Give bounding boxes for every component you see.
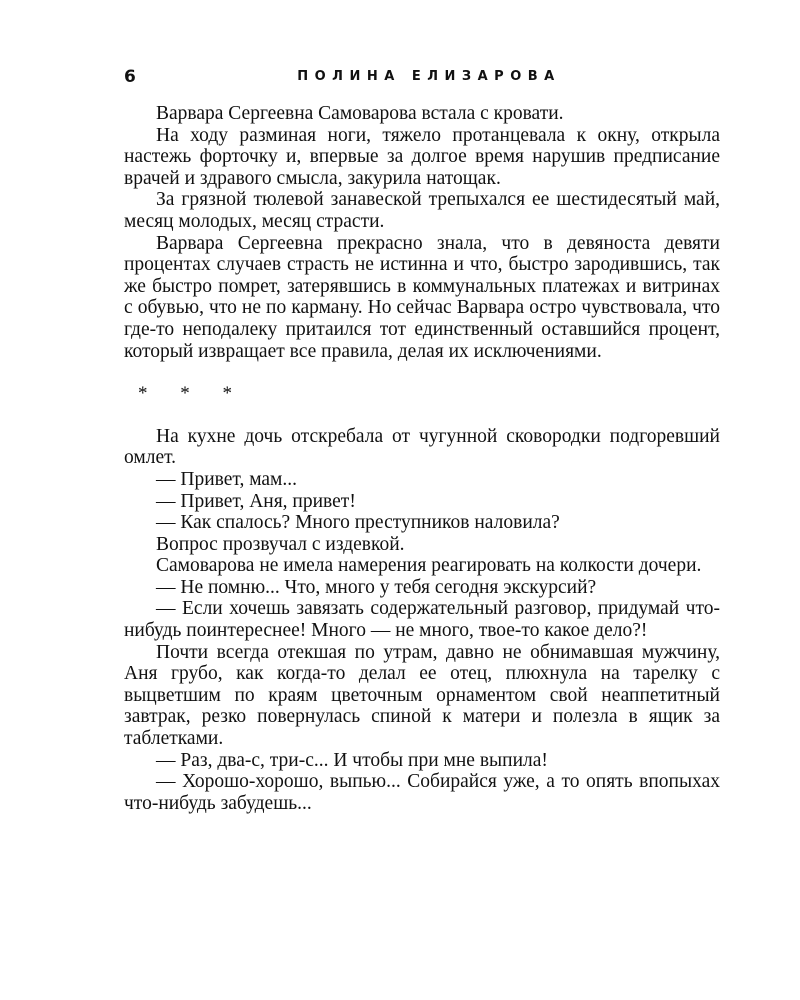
paragraph: Варвара Сергеевна Самоварова встала с кровати. (156, 103, 564, 124)
dialogue-line: — Раз, два-с, три-с... И чтобы при мне выпила! (156, 749, 548, 771)
paragraph: Самоварова не имела намерения реагировать на колкости дочери. (156, 555, 702, 577)
paragraph: На ходу разминая ноги, тяжело протанцевала к окну, открыла настежь форточку и, впервые за долгое время нарушив предписание врачей и здравого смысла, закурила натощак. (124, 124, 720, 189)
dialogue-line: — Не помню... Что, много у тебя сегодня экскурсий? (156, 576, 597, 598)
paragraph: Почти всегда отекшая по утрам, давно не обнимавшая мужчину, Аня грубо, как когда-то делал ее отец, плюхнула на тарелку с выцветшим по краям цветочным орнаментом свой неаппетитный завтрак, резко повернулась спиной к матери и полезла в ящик за таблетками. (124, 641, 720, 750)
page-body (124, 103, 720, 814)
dialogue-line: — Как спалось? Много преступников наловила? (156, 512, 560, 534)
dialogue-line: — Привет, Аня, привет! (156, 490, 356, 512)
paragraph: За грязной тюлевой занавеской трепыхался ее шестидесятый май, месяц молодых, месяц страсти. (124, 189, 720, 232)
paragraph: Варвара Сергеевна прекрасно знала, что в девяноста девяти процентах случаев страсть не истинна и что, быстро зародившись, так же быстро помрет, затерявшись в коммунальных платежах и витринах с обувью, что не по карману. Но сейчас Варвара остро чувствовала, что где-то неподалеку притаился тот единственный оставшийся процент, который извращает все правила, делая их исключениями. (124, 232, 720, 362)
paragraph: На кухне дочь отскребала от чугунной сковородки подгоревший омлет. (124, 425, 720, 469)
dialogue-line: — Хорошо-хорошо, выпью... Собирайся уже, а то опять впопыхах что-нибудь забудешь... (124, 771, 720, 814)
dialogue-line: — Если хочешь завязать содержательный разговор, придумай что-нибудь поинтереснее! Много — не много, твое-то какое дело?! (124, 598, 720, 642)
dialogue-line: — Привет, мам... (156, 468, 298, 490)
paragraph: Вопрос прозвучал с издевкой. (156, 533, 405, 555)
section-separator: * * * (138, 383, 246, 405)
running-head-author: ПОЛИНА ЕЛИЗАРОВА (297, 69, 561, 84)
page-header (124, 66, 720, 92)
book-page (124, 66, 720, 814)
page-number: 6 (124, 67, 136, 87)
